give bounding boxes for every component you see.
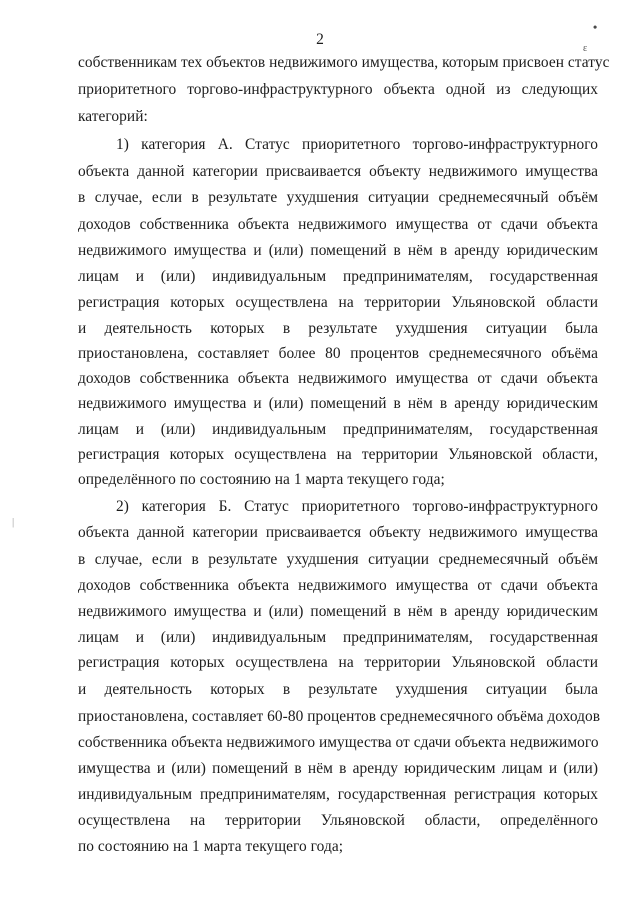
text-line: доходов собственника объекта недвижимого имущества от сдачи объекта bbox=[78, 577, 598, 594]
text-line: доходов собственника объекта недвижимого имущества от сдачи объекта bbox=[78, 370, 598, 387]
text-line: регистрация которых осуществлена на территории Ульяновской области bbox=[78, 294, 598, 311]
text-line: приостановлена, составляет более 80 процентов среднемесячного объёма bbox=[78, 345, 598, 362]
scan-mark-left-margin: | bbox=[12, 516, 15, 528]
text-line: и деятельность которых в результате ухудшения ситуации была bbox=[78, 320, 598, 337]
list-item-start: 1) категория А. Статус приоритетного торгово-инфраструктурного bbox=[116, 136, 598, 153]
text-line: и деятельность которых в результате ухудшения ситуации была bbox=[78, 681, 598, 698]
text-line: в случае, если в результате ухудшения ситуации среднемесячный объём bbox=[78, 551, 598, 568]
page-number: 2 bbox=[316, 31, 324, 48]
text-line: приостановлена, составляет 60-80 процентов среднемесячного объёма доходов bbox=[78, 708, 601, 725]
text-line: имущества и (или) помещений в нём в аренду юридическим лицам и (или) bbox=[78, 760, 598, 777]
text-line: индивидуальным предпринимателям, государственная регистрация которых bbox=[78, 786, 598, 803]
text-line: собственникам тех объектов недвижимого имущества, которым присвоен статус bbox=[78, 54, 610, 71]
text-line: недвижимого имущества и (или) помещений в нём в аренду юридическим bbox=[78, 242, 598, 259]
text-line: объекта данной категории присваивается объекту недвижимого имущества bbox=[78, 524, 598, 541]
scan-mark-top-right: • bbox=[593, 20, 598, 34]
scan-mark-top-right-small: ɛ bbox=[583, 43, 588, 54]
list-item-start: 2) категория Б. Статус приоритетного торгово-инфраструктурного bbox=[116, 498, 598, 515]
text-line: определённого по состоянию на 1 марта текущего года; bbox=[78, 471, 445, 488]
text-line: собственника объекта недвижимого имущества от сдачи объекта недвижимого bbox=[78, 734, 599, 751]
text-line: категорий: bbox=[78, 108, 148, 125]
text-line: лицам и (или) индивидуальным предпринимателям, государственная bbox=[78, 629, 598, 646]
text-line: доходов собственника объекта недвижимого имущества от сдачи объекта bbox=[78, 216, 598, 233]
text-line: недвижимого имущества и (или) помещений в нём в аренду юридическим bbox=[78, 603, 598, 620]
text-line: лицам и (или) индивидуальным предпринимателям, государственная bbox=[78, 421, 598, 438]
text-line: по состоянию на 1 марта текущего года; bbox=[78, 838, 344, 855]
text-line: недвижимого имущества и (или) помещений в нём в аренду юридическим bbox=[78, 395, 598, 412]
text-line: лицам и (или) индивидуальным предпринимателям, государственная bbox=[78, 268, 598, 285]
text-line: осуществлена на территории Ульяновской области, определённого bbox=[78, 812, 598, 829]
text-line: в случае, если в результате ухудшения ситуации среднемесячный объём bbox=[78, 189, 598, 206]
text-line: объекта данной категории присваивается объекту недвижимого имущества bbox=[78, 163, 598, 180]
text-line: регистрация которых осуществлена на территории Ульяновской области bbox=[78, 654, 598, 671]
text-line: приоритетного торгово-инфраструктурного объекта одной из следующих bbox=[78, 81, 598, 98]
text-line: регистрация которых осуществлена на территории Ульяновской области, bbox=[78, 446, 598, 463]
